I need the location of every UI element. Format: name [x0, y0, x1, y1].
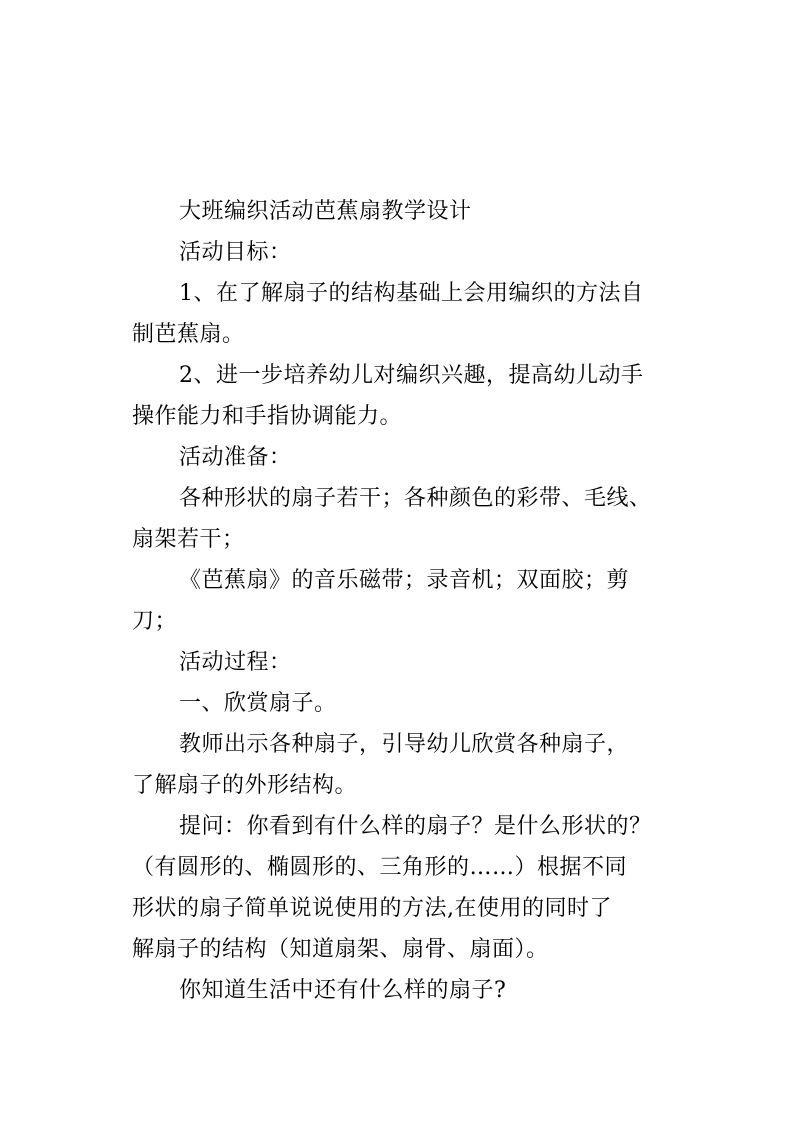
paragraph-line: 形状的扇子简单说说使用的方法,在使用的同时了 [132, 896, 612, 921]
section-heading-process: 活动过程： [179, 650, 292, 675]
paragraph-line: 解扇子的结构（知道扇架、扇骨、扇面）。 [132, 937, 549, 962]
paragraph-line: 提问：你看到有什么样的扇子？是什么形状的？ [179, 814, 652, 839]
paragraph-line: （有圆形的、椭圆形的、三角形的……）根据不同 [132, 855, 628, 880]
paragraph-line: 你知道生活中还有什么样的扇子? [179, 978, 507, 1003]
paragraph-line: 操作能力和手指协调能力。 [132, 404, 403, 429]
subsection-heading: 一、欣赏扇子。 [179, 691, 337, 716]
paragraph-line: 制芭蕉扇。 [132, 322, 245, 347]
document-title: 大班编织活动芭蕉扇教学设计 [179, 199, 472, 224]
paragraph-line: 了解扇子的外形结构。 [132, 773, 358, 798]
paragraph-line: 扇架若干； [132, 527, 245, 552]
paragraph-line: 2、进一步培养幼儿对编织兴趣，提高幼儿动手 [179, 363, 644, 388]
paragraph-line: 《芭蕉扇》的音乐磁带；录音机；双面胶；剪 [179, 568, 630, 593]
paragraph-line: 刀； [132, 609, 178, 634]
section-heading-objectives: 活动目标： [179, 240, 292, 265]
paragraph-line: 各种形状的扇子若干；各种颜色的彩带、毛线、 [179, 486, 652, 511]
paragraph-line: 教师出示各种扇子，引导幼儿欣赏各种扇子， [179, 732, 630, 757]
section-heading-preparation: 活动准备： [179, 445, 292, 470]
paragraph-line: 1、在了解扇子的结构基础上会用编织的方法自 [179, 281, 644, 306]
